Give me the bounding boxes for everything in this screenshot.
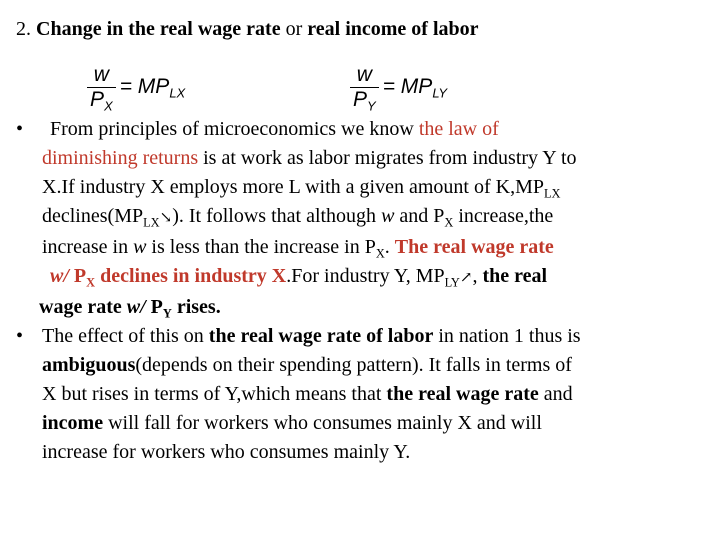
- bullet2-line1: The effect of this on the real wage rate of labor in nation 1 thus is: [42, 325, 581, 347]
- bullet-item-effect-on-real-wage: [16, 322, 706, 467]
- down-arrow-icon: ↘: [159, 210, 173, 226]
- denominator-py: $P_Y$: [350, 87, 379, 112]
- title-bold-2: real income of labor: [307, 18, 479, 40]
- rhs-mply: = $MP_{LY}$: [382, 75, 448, 101]
- equation-industry-y: [350, 58, 447, 116]
- bullet-marker: •: [16, 325, 24, 347]
- bullet1-line7: wage rate w/ $P_Y$ rises.: [39, 296, 221, 321]
- equation-industry-x: [87, 58, 185, 116]
- bullet2-line5: increase for workers who consumes mainly Y.: [42, 441, 411, 463]
- title-connector: or: [280, 18, 308, 40]
- numerator-w: w: [356, 62, 372, 86]
- bullet2-line3: X but rises in terms of Y,which means that the real wage rate and: [42, 383, 573, 405]
- fraction-w-over-px: [87, 63, 116, 112]
- numerator-w: w: [93, 62, 109, 86]
- bullet2-line2: ambiguous(depends on their spending pattern). It falls in terms of: [42, 354, 572, 376]
- bullet1-line5: increase in w is less than the increase in $P_X$. The real wage rate: [42, 236, 554, 261]
- bullet1-line3: X.If industry X employs more L with a given amount of $K,MP_{LX}$: [42, 176, 561, 201]
- bullet1-line4: $declines(MP_{LX}↘)$. It follows that although w and $P_X$ increase,the: [42, 205, 554, 230]
- title-number: 2.: [16, 18, 36, 40]
- rhs-mplx: = $MP_{LX}$: [119, 75, 186, 101]
- bullet1-line2: diminishing returns is at work as labor migrates from industry Y to: [42, 147, 577, 169]
- bullet-item-diminishing-returns: [16, 115, 706, 322]
- bullet1-line1: From principles of microeconomics we know the law of: [50, 118, 499, 140]
- bullet-marker: •: [16, 118, 24, 140]
- title-bold-1: Change in the real wage rate: [36, 18, 281, 40]
- denominator-px: $P_X$: [87, 87, 116, 112]
- fraction-w-over-py: [350, 63, 379, 112]
- up-arrow-icon: ↗: [459, 270, 473, 286]
- bullet1-line6: w/ $P_X$ declines in industry X.For industry Y, $MP_{LY}↗$, the real: [50, 265, 548, 290]
- bullet2-line4: income will fall for workers who consumes mainly X and will: [42, 412, 542, 434]
- bullet-list: [16, 115, 706, 467]
- slide-title: [16, 16, 479, 42]
